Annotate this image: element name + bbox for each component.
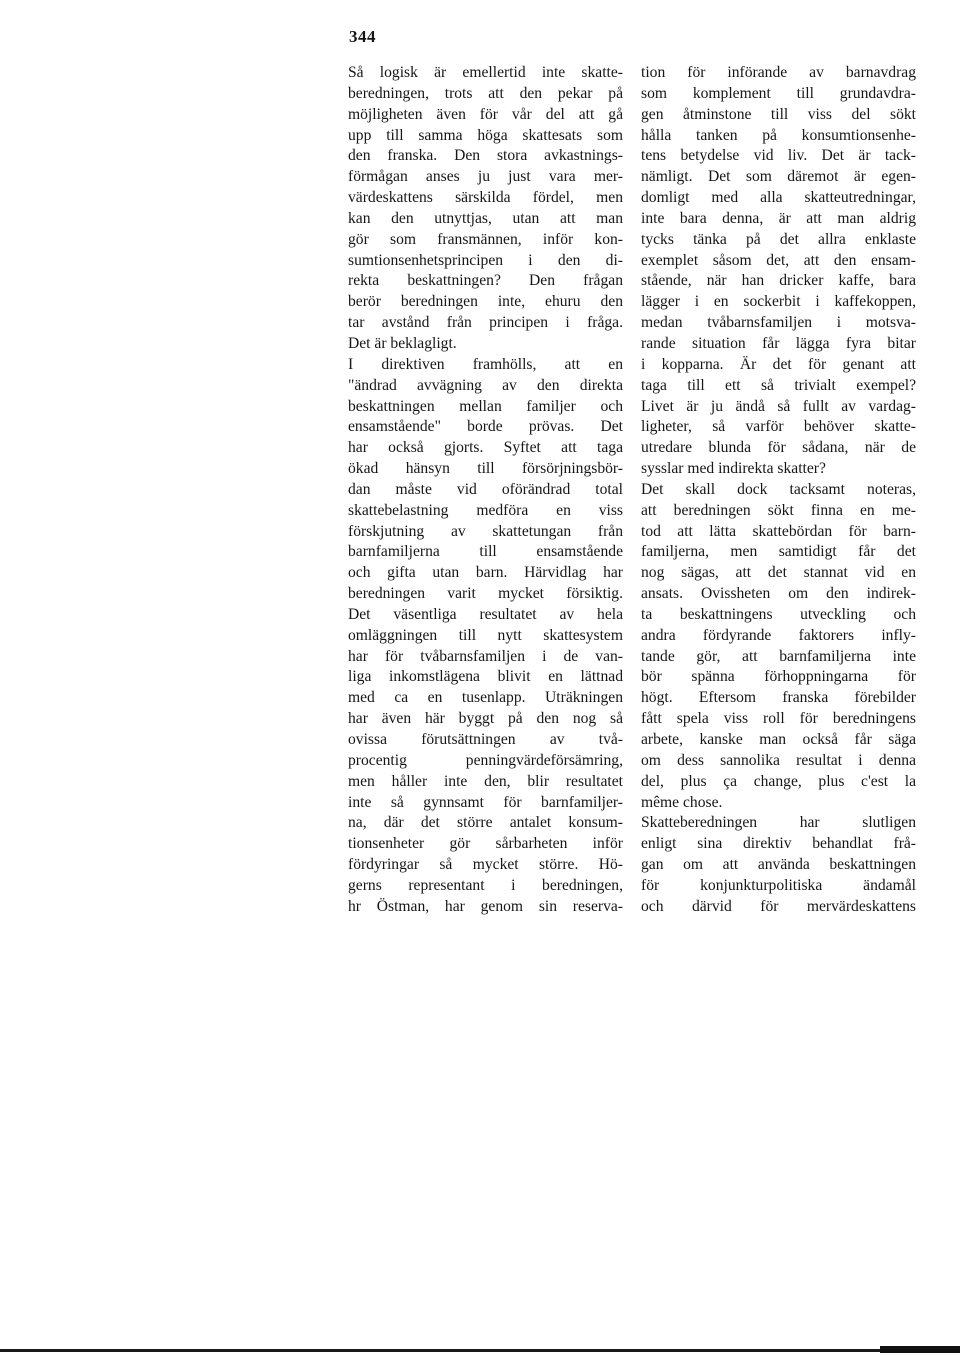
text-line: berör beredningen inte, ehuru den	[348, 293, 623, 311]
scan-bottom-edge-mark	[880, 1346, 960, 1353]
text-line: "ändrad avvägning av den direkta	[348, 376, 623, 394]
text-line: i kopparna. Är det för genant att	[641, 355, 916, 373]
text-line: sumtionsenhetsprincipen i den di-	[348, 251, 623, 269]
text-line: förmågan anses ju just vara mer-	[348, 168, 623, 186]
text-line: arbete, kanske man också får säga	[641, 731, 916, 748]
text-line: att beredningen sökt finna en me-	[641, 501, 916, 519]
text-line: familjerna, men samtidigt får det	[641, 543, 916, 561]
text-line: förskjutning av skattetungan från	[348, 522, 623, 540]
text-line: nog sägas, att det stannat vid en	[641, 564, 916, 582]
text-line: Det väsentliga resultatet av hela	[348, 605, 623, 623]
text-line: och därvid för mervärdeskattens	[641, 897, 916, 915]
page-number: 344	[349, 27, 376, 46]
text-line: med ca en tusenlapp. Uträkningen	[348, 689, 623, 707]
text-line: ansats. Ovissheten om den indirek-	[641, 585, 916, 603]
text-line: gan om att använda beskattningen	[641, 856, 916, 874]
text-line: hr Östman, har genom sin reserva-	[348, 897, 623, 915]
text-line: del, plus ça change, plus c'est la	[641, 772, 916, 790]
text-line: kan den utnyttjas, utan att man	[348, 209, 623, 227]
text-line: nämligt. Det som däremot är egen-	[641, 168, 916, 186]
text-line: taga till ett så trivialt exempel?	[641, 376, 916, 394]
text-line: men håller inte den, blir resultatet	[348, 772, 623, 790]
text-line: hålla tanken på konsumtionsenhe-	[641, 126, 916, 144]
text-line: möjligheten även för vår del att gå	[348, 105, 623, 123]
text-line: beredningen, trots att den pekar på	[348, 84, 623, 102]
text-line: liga inkomstlägena blivit en lättnad	[348, 668, 623, 686]
text-line: ovissa förutsättningen av två-	[348, 731, 623, 748]
text-line: domligt med alla skatteutredningar,	[641, 189, 916, 207]
text-line: procentig penningvärdeförsämring,	[348, 751, 623, 769]
text-line: stående, när han dricker kaffe, bara	[641, 272, 916, 290]
text-line: andra fördyrande faktorers infly-	[641, 626, 916, 644]
text-line: tar avstånd från principen i fråga.	[348, 314, 623, 332]
text-line: ökad hänsyn till försörjningsbör-	[348, 460, 623, 478]
text-line: inte bara denna, är att man aldrig	[641, 209, 916, 227]
text-line: lägger i en sockerbit i kaffekoppen,	[641, 293, 916, 311]
text-line: gerns representant i beredningen,	[348, 876, 623, 894]
text-line: omläggningen till nytt skattesystem	[348, 626, 623, 644]
text-line: som komplement till grundavdra-	[641, 84, 916, 102]
text-line: tande gör, att barnfamiljerna inte	[641, 647, 916, 665]
text-line: tion för införande av barnavdrag	[641, 64, 916, 81]
text-line: Det skall dock tacksamt noteras,	[641, 480, 916, 498]
text-line: utredare blunda för sådana, när de	[641, 439, 916, 457]
text-line: skattebelastning medföra en viss	[348, 501, 623, 519]
text-line: I direktiven framhölls, att en	[348, 355, 623, 373]
text-line: Skatteberedningen har slutligen	[641, 814, 916, 832]
text-line: gen åtminstone till viss del sökt	[641, 105, 916, 123]
text-line: sysslar med indirekta skatter?	[641, 460, 826, 478]
text-line: tycks tänka på det allra enklaste	[641, 230, 916, 248]
text-line: enligt sina direktiv behandlat frå-	[641, 835, 916, 853]
text-line: ligheter, så varför behöver skatte-	[641, 418, 916, 436]
text-line: rekta beskattningen? Den frågan	[348, 272, 623, 290]
text-line: na, där det större antalet konsum-	[348, 814, 623, 832]
text-line: har också gjorts. Syftet att taga	[348, 439, 623, 457]
text-line: ensamstående" borde prövas. Det	[348, 418, 623, 436]
text-line: har även här byggt på den nog så	[348, 710, 623, 728]
text-line: om dess sannolika resultat i denna	[641, 751, 916, 769]
text-column-left	[348, 63, 623, 918]
text-line: värdeskattens särskilda fördel, men	[348, 189, 623, 207]
text-line: rande situation får lägga fyra bitar	[641, 334, 916, 352]
text-line: barnfamiljerna till ensamstående	[348, 543, 623, 561]
text-line: gör som fransmännen, inför kon-	[348, 230, 623, 248]
text-line: den franska. Den stora avkastnings-	[348, 147, 623, 165]
text-line: tens betydelse vid liv. Det är tack-	[641, 147, 916, 165]
text-line: même chose.	[641, 793, 723, 811]
text-line: ta beskattningens utveckling och	[641, 605, 916, 623]
text-line: högt. Eftersom franska förebilder	[641, 689, 916, 707]
text-line: dan måste vid oförändrad total	[348, 480, 623, 498]
text-line: har för tvåbarnsfamiljen i de van-	[348, 647, 623, 665]
text-line: beredningen varit mycket försiktig.	[348, 585, 623, 603]
text-line: bör spänna förhoppningarna för	[641, 668, 916, 686]
text-line: och gifta utan barn. Härvidlag har	[348, 564, 623, 582]
text-line: fått spela viss roll för beredningens	[641, 710, 916, 728]
text-line: för konjunkturpolitiska ändamål	[641, 876, 916, 894]
text-line: inte så gynnsamt för barnfamiljer-	[348, 793, 623, 811]
text-line: tod att lätta skattebördan för barn-	[641, 522, 916, 540]
text-line: tionsenheter gör sårbarheten inför	[348, 835, 623, 853]
text-line: fördyringar så mycket större. Hö-	[348, 856, 623, 874]
scan-bottom-edge	[0, 1349, 960, 1352]
text-column-right	[641, 63, 916, 918]
text-line: Så logisk är emellertid inte skatte-	[348, 64, 623, 81]
text-line: exemplet såsom det, att den ensam-	[641, 251, 916, 269]
text-line: Livet är ju ändå så fullt av vardag-	[641, 397, 916, 415]
text-line: medan tvåbarnsfamiljen i motsva-	[641, 314, 916, 332]
text-line: upp till samma höga skattesats som	[348, 126, 623, 144]
text-line: beskattningen mellan familjer och	[348, 397, 623, 415]
text-line: Det är beklagligt.	[348, 334, 457, 352]
